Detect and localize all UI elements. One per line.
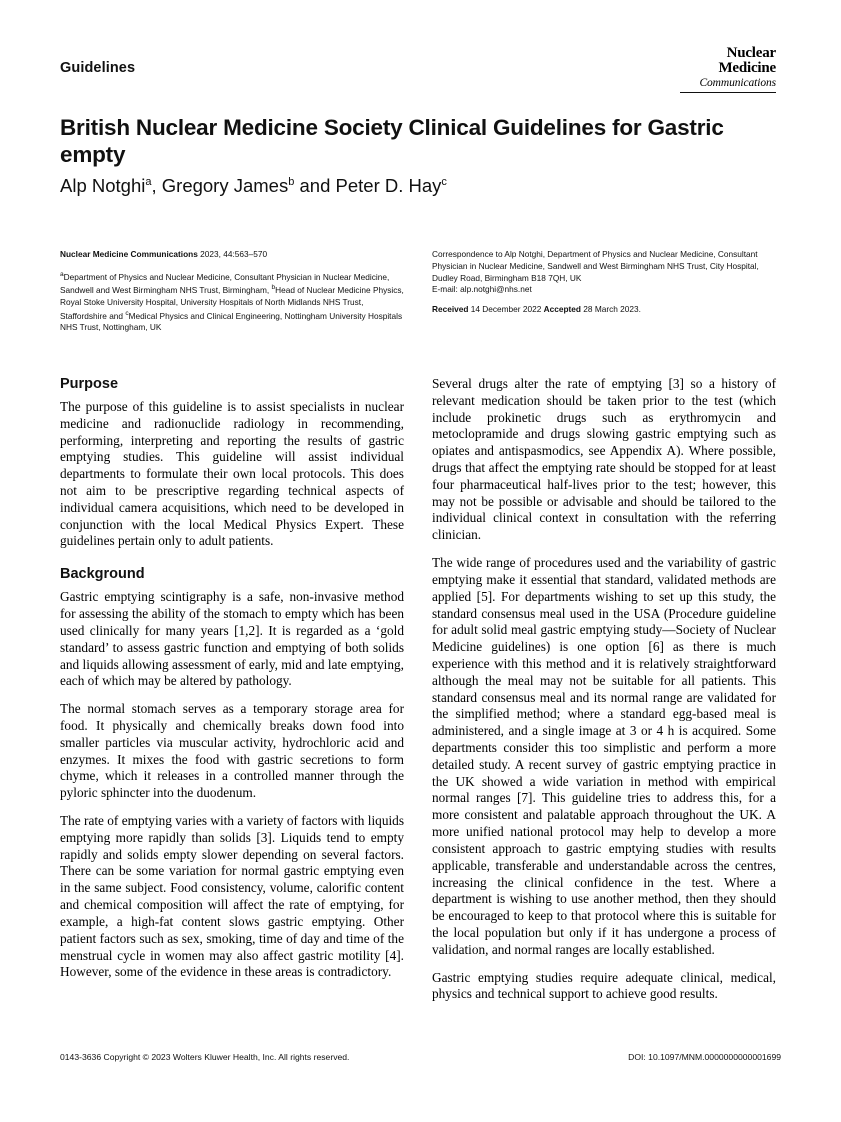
body-left-column xyxy=(60,376,404,1003)
author-3-affil-marker: c xyxy=(441,175,447,188)
metadata-block xyxy=(60,249,776,334)
heading-background: Background xyxy=(60,566,145,583)
article-body xyxy=(60,376,776,1003)
citation-volume: 2023, 44:563–570 xyxy=(197,249,268,259)
paragraph-right-3: Gastric emptying studies require adequate clinical, medical, physics and technical support to achieve good results. xyxy=(432,969,776,1002)
affil-c-text: Medical Physics and Clinical Engineering, Nottingham University Hospitals NHS Trust, Nottingham, UK xyxy=(60,310,403,333)
page-title: British Nuclear Medicine Society Clinical Guidelines for Gastric empty xyxy=(60,115,724,168)
correspondence-text: Correspondence to Alp Notghi, Department of Physics and Nuclear Medicine, Consultant Physician in Nuclear Medicine, Sandwell and West Birmingham NHS Trust, City Hospital, Dudley Road, Birmingham B18 7QH, UK xyxy=(432,249,759,283)
page-footer xyxy=(60,1052,781,1062)
author-separator-1: , Gregory James xyxy=(151,174,289,196)
affil-a-text: Department of Physics and Nuclear Medicine, Consultant Physician in Nuclear Medicine, Sandwell and West Birmingham NHS Trust, Birmingham, xyxy=(60,271,390,296)
paragraph-right-1: Several drugs alter the rate of emptying [3] so a history of relevant medication should be taken prior to the test (which include prokinetic drugs such as erythromycin and metoclopramide and drugs slowing gastric emptying such as opiates and antispasmodics, see Appendix A). Where possible, drugs that affect the emptying rate should be stopped for at least four pharmaceutical half-lives prior to the test; however, this may not be possible or advisable and should be tailored to the individual clinical context in consultation with the referring clinician. xyxy=(432,375,776,543)
accepted-label: Accepted xyxy=(543,304,581,315)
affil-b-marker: b xyxy=(271,284,276,292)
email-address[interactable]: alp.notghi@nhs.net xyxy=(460,284,532,295)
received-date: 14 December 2022 xyxy=(468,304,544,315)
heading-purpose: Purpose xyxy=(60,375,119,392)
footer-doi: DOI: 10.1097/MNM.0000000000001699 xyxy=(628,1052,781,1062)
masthead xyxy=(60,46,776,92)
email-label: E-mail: xyxy=(432,284,461,295)
affiliations xyxy=(60,270,404,334)
journal-logo-line2: Medicine xyxy=(718,60,776,77)
paragraph-background-1: Gastric emptying scintigraphy is a safe, non-invasive method for assessing the ability of the stomach to empty which has been used clinically for many years [1,2]. It is regarded as a ‘gold standard’ to assess gastric function and emptying of both solids and liquids allowing assessment of early, mid and late emptying, each of which may be altered by pathology. xyxy=(60,589,404,689)
paragraph-background-3: The rate of emptying varies with a variety of factors with liquids emptying more rapidly than solids [3]. Liquids tend to empty rapidly and solids empty slower depending on several factors. There can be some variation for normal gastric emptying even in the same subject. Food consistency, volume, calorific content and chemical composition will affect the rate of emptying, for example, a high-fat content slows gastric emptying. Other patient factors such as sex, smoking, time of day and time of the menstrual cycle in women may also affect gastric motility [4]. However, some of the evidence in these areas is contradictory. xyxy=(60,813,404,980)
citation-journal: Nuclear Medicine Communications xyxy=(60,249,198,259)
received-label: Received xyxy=(432,304,469,315)
journal-logo-line1: Nuclear xyxy=(726,45,776,61)
metadata-left-column xyxy=(60,249,404,334)
footer-copyright: 0143-3636 Copyright © 2023 Wolters Kluwer Health, Inc. All rights reserved. xyxy=(60,1052,350,1062)
correspondence xyxy=(432,249,776,296)
accepted-date: 28 March 2023. xyxy=(580,304,641,315)
metadata-right-column xyxy=(432,249,776,334)
journal-logo-rule xyxy=(680,92,776,93)
received-accepted-dates xyxy=(432,304,776,316)
paragraph-background-2: The normal stomach serves as a temporary storage area for food. It physically and chemically breaks down food into smaller particles via muscular activity, hydrochloric acid and enzymes. It mixes the food with gastric secretions to form chyme, which it releases in a controlled manner through the pyloric sphincter into the duodenum. xyxy=(60,701,404,801)
paragraph-purpose: The purpose of this guideline is to assist specialists in nuclear medicine and radionuclide radiology in recommending, performing, interpreting and reporting the results of gastric emptying studies. This guideline will assist individual departments to formulate their own local protocols. This does not aim to be prescriptive regarding technical aspects of individual camera acquisitions, which need to be developed in conjunction with the local Medical Physics Expert. These guidelines pertain only to adult patients. xyxy=(60,398,404,549)
affil-c-marker: c xyxy=(125,309,129,317)
title-block xyxy=(60,114,776,197)
author-1-affil-marker: a xyxy=(145,175,152,188)
affil-b-text: Head of Nuclear Medicine Physics, Royal Stoke University Hospital, University Hospitals of North Midlands NHS Trust, Staffordshire and xyxy=(60,285,404,321)
citation-line xyxy=(60,249,404,261)
author-list xyxy=(60,174,776,197)
author-1: Alp Notghi xyxy=(60,174,146,196)
paragraph-right-2: The wide range of procedures used and the variability of gastric emptying make it essential that standard, validated methods are applied [5]. For departments wishing to set up this study, the standard consensus meal used in the USA (Procedure guideline for adult solid meal gastric emptying study—Society of Nuclear Medicine guidelines) is one option [6] as there is much experience with this method and it is relatively straightforward although the meal may not be suitable for all patients. This standard consensus meal and its normal range are validated for the simplified method; where a standard egg-based meal is administered, and a single image at 3 or 4 h is acquired. Some departments consider this too simplistic and perform a more detailed study. A recent survey of gastric emptying practice in the UK showed a wide variation in method with empirical normal ranges [7]. This guideline tries to address this, for a more consistent and palatable approach throughout the UK. A more unified national protocol may help to develop a more consistent approach to gastric emptying studies with results applicable, transferable and understandable across the centres, increasing the clinical confidence in the test. Where a department is wishing to use another method, then they should be encouraged to keep to that protocol where this is suitable for the local population but only if it has undergone a process of validation, and normal ranges are locally established. xyxy=(432,555,776,957)
author-2-affil-marker: b xyxy=(288,175,295,188)
affil-a-marker: a xyxy=(60,270,64,278)
page-content xyxy=(60,46,776,1003)
section-label: Guidelines xyxy=(60,60,136,76)
author-separator-2: and Peter D. Hay xyxy=(294,174,442,196)
journal-logo xyxy=(680,46,776,93)
journal-logo-line3: Communications xyxy=(699,76,776,89)
body-right-column xyxy=(432,376,776,1003)
